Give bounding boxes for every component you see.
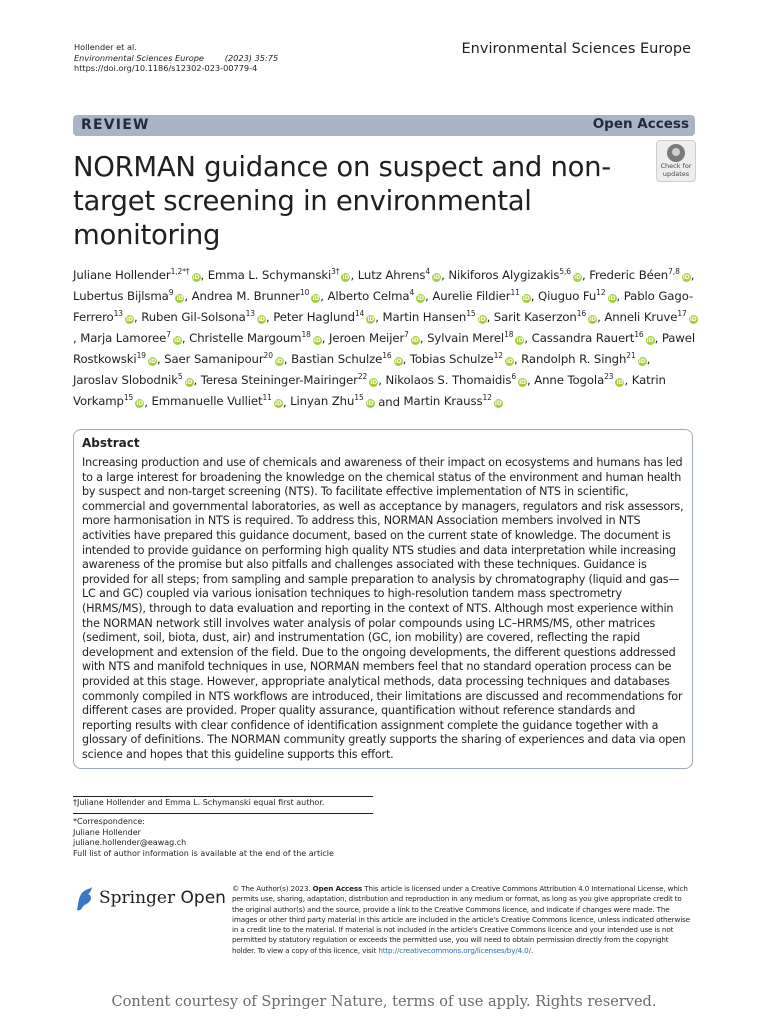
author-line: Hollender et al.	[74, 42, 137, 52]
author-entry	[164, 352, 284, 366]
author-entry	[189, 331, 322, 345]
author-entry	[80, 331, 182, 345]
author-affiliation: 5	[177, 372, 183, 382]
springer-horse-icon	[73, 886, 95, 912]
author-name: Frederic Béen	[589, 267, 669, 282]
author-entry	[290, 394, 375, 408]
author-entry	[201, 373, 378, 387]
author-name: Lubertus Bijlsma	[73, 288, 169, 303]
author-affiliation: 16	[576, 309, 587, 319]
orcid-icon[interactable]: iD	[185, 379, 193, 387]
author-name: Lutz Ahrens	[357, 267, 426, 282]
author-affiliation: 3†	[331, 267, 340, 276]
author-list: Juliane Hollender$^{1,2*\dagger}$iD, Emma L. Schymanski$^{3\dagger}$iD, Lutz Ahrens$^4$iD, Nikiforos Alygizakis$^{5,6}$iD, Frederic Béen$^{7,8}$iD, Lubertus Bijlsma$^9$iD, Andrea M. Brunner$^{10}$iD, Alberto Celma$^4$iD, Aurelie Fildier$^{11}$iD, Qiuguo Fu$^{12}$iD, Pablo Gago-Ferrero$^{13}$iD, Ruben Gil-Solsona$^{13}$iD, Peter Haglund$^{14}$iD, Martin Hansen$^{15}$iD, Sarit Kaserzon$^{16}$iD, Anneli Kruve$^{17}$iD, Marja Lamoree$^7$iD, Christelle Margoum$^{18}$iD, Jeroen Meijer$^7$iD, Sylvain Merel$^{18}$iD, Cassandra Rauert$^{16}$iD, Pawel Rostkowski$^{19}$iD, Saer Samanipour$^{20}$iD, Bastian Schulze$^{16}$iD, Tobias Schulze$^{12}$iD, Randolph R. Singh$^{21}$iD, Jaroslav Slobodnik$^5$iD, Teresa Steininger-Mairinger$^{22}$iD, Nikolaos S. Thomaidis$^6$iD, Anne Togola$^{23}$iD, Katrin Vorkamp$^{15}$iD, Emmanuelle Vulliet$^{11}$iD, Linyan Zhu$^{15}$iD and Martin Krauss$^{12}$iD	[73, 267, 697, 409]
author-name: Tobias Schulze	[409, 352, 494, 367]
orcid-icon[interactable]: iD	[522, 294, 530, 302]
correspondence-email[interactable]: juliane.hollender@eawag.ch	[73, 838, 187, 847]
orcid-icon[interactable]: iD	[394, 358, 402, 366]
author-affiliation: 12	[596, 288, 606, 298]
orcid-icon[interactable]: iD	[126, 316, 133, 324]
copyright-text: © The Author(s) 2023.	[232, 884, 311, 893]
author-entry	[208, 268, 351, 282]
author-entry	[532, 331, 655, 345]
author-affiliation: 9	[168, 288, 174, 298]
author-affiliation: 13	[245, 309, 255, 319]
running-header	[74, 42, 278, 74]
author-affiliation: 16	[634, 330, 644, 340]
author-name: Jaroslav Slobodnik	[73, 373, 178, 388]
author-name: Christelle Margoum	[189, 331, 302, 346]
correspondence-divider	[73, 813, 373, 814]
article-title: NORMAN guidance on suspect and non-target screening in environmental monitoring	[73, 151, 611, 251]
year-volume: (2023) 35:75	[224, 52, 279, 63]
author-name: Katrin Vorkamp	[73, 373, 666, 409]
journal-ref: Environmental Sciences Europe	[74, 52, 204, 63]
author-name: Emmanuelle Vulliet	[151, 394, 263, 409]
author-name: Ruben Gil-Solsona	[141, 310, 246, 325]
author-affiliation: 13	[113, 309, 123, 319]
author-affiliation: 15	[354, 393, 364, 403]
author-affiliation: 7	[404, 330, 409, 340]
journal-name: Environmental Sciences Europe	[461, 41, 691, 57]
author-affiliation: 7	[166, 330, 171, 340]
check-updates-label: Check for updates	[660, 162, 692, 178]
open-wordmark: Open	[180, 888, 226, 908]
article-type-band	[73, 115, 695, 136]
author-name: Sylvain Merel	[427, 331, 505, 346]
author-entry	[73, 289, 184, 303]
abstract-box	[73, 429, 693, 769]
orcid-icon[interactable]: iD	[682, 273, 690, 281]
author-name: Peter Haglund	[273, 310, 355, 325]
orcid-icon[interactable]: iD	[519, 379, 526, 387]
author-entry	[538, 289, 616, 303]
orcid-icon[interactable]: iD	[689, 316, 697, 324]
author-name: Marja Lamoree	[80, 331, 167, 346]
author-affiliation: 20	[263, 351, 273, 361]
author-name: Anneli Kruve	[604, 310, 678, 325]
author-name: Cassandra Rauert	[531, 331, 635, 346]
orcid-icon[interactable]: iD	[370, 379, 378, 387]
orcid-icon[interactable]: iD	[136, 400, 144, 408]
orcid-icon[interactable]: iD	[275, 358, 283, 366]
abstract-text: Increasing production and use of chemicals and awareness of their impact on ecosystems and humans has led to a large interest for broadening the knowledge on the chemical status of the environment and human health by suspect and non-target screening (NTS). To facilitate effective implementation of NTS in scientific, commercial and governmental laboratories, as well as acceptance by managers, regulators and risk assessors, more harmonisation in NTS is required. To address this, NORMAN Association members involved in NTS activities have prepared this guidance document, based on the current state of knowledge. The document is intended to provide guidance on performing high quality NTS studies and data interpretation while increasing awareness of the promise but also pitfalls and challenges associated with these techniques. Guidance is provided for all steps; from sampling and sample preparation to analysis by chromatography (liquid and gas—LC and GC) coupled via various ionisation techniques to high-resolution tandem mass spectrometry (HRMS/MS), through to data evaluation and reporting in the context of NTS. Although most experience within the NORMAN network still involves water analysis of polar compounds using LC–HRMS/MS, other matrices (sediment, soil, biota, dust, air) and instrumentation (GC, ion mobility) are covered, reflecting the rapid development and extension of the field. Due to the ongoing developments, the different questions addressed with NTS and manifold techniques in use, NORMAN members feel that no standard operation process can be provided at this stage. However, appropriate analytical methods, data processing techniques and databases commonly compiled in NTS workflows are introduced, their limitations are discussed and recommendations for different cases are provided. Proper quality assurance, quantification without reference standards and reporting results with clear confidence of identification assignment complete the guidance together with a glossary of definitions. The NORMAN community greatly supports the sharing of experiences and data via open science and hopes that this guideline supports this effort.	[82, 456, 686, 761]
author-affiliation: 4	[425, 267, 431, 276]
author-name: Anne Togola	[534, 373, 605, 388]
license-text: This article is licensed under a Creative Commons Attribution 4.0 International License, which permits use, sharing, adaptation, distribution and reproduction in any medium or format, as long as you give appropriate credit to the original author(s) and the source, provide a link to the Creative Commons licence, and indicate if changes were made. The images or other third party material in this article are included in the article's Creative Commons licence, unless indicated otherwise in a credit line to the material. If material is not included in the article's Creative Commons licence and your intended use is not permitted by statutory regulation or exceeds the permitted use, you will need to obtain permission directly from the copyright holder. To view a copy of this licence, visit	[232, 884, 690, 955]
author-entry	[448, 268, 582, 282]
author-entry	[73, 268, 201, 282]
author-entry	[273, 310, 375, 324]
author-affiliation: 11	[262, 393, 272, 403]
author-name: Nikolaos S. Thomaidis	[385, 373, 512, 388]
orcid-icon[interactable]: iD	[589, 316, 596, 324]
license-end: .	[530, 945, 533, 955]
author-name: Teresa Steininger-Mairinger	[200, 373, 358, 388]
orcid-icon[interactable]: iD	[342, 273, 350, 281]
author-name: Nikiforos Alygizakis	[448, 267, 560, 282]
author-affiliation: 15	[123, 393, 134, 403]
author-entry	[521, 352, 646, 366]
author-entry	[141, 310, 266, 324]
orcid-icon[interactable]: iD	[192, 273, 200, 281]
orcid-icon[interactable]: iD	[411, 337, 419, 345]
author-entry	[151, 394, 282, 408]
author-affiliation: 1,2*†	[170, 267, 190, 276]
author-affiliation: 15	[466, 309, 476, 319]
orcid-icon[interactable]: iD	[274, 400, 282, 408]
author-entry	[192, 289, 321, 303]
orcid-icon[interactable]: iD	[313, 337, 321, 345]
author-name: Martin Krauss	[403, 394, 483, 409]
author-affiliation: 21	[626, 351, 636, 361]
author-entry	[534, 373, 624, 387]
author-entry	[382, 310, 486, 324]
author-affiliation: 6	[511, 372, 516, 382]
author-name: Martin Hansen	[382, 310, 467, 325]
orcid-icon[interactable]: iD	[478, 316, 486, 324]
orcid-icon[interactable]: iD	[506, 358, 513, 366]
author-name: Qiuguo Fu	[538, 288, 597, 303]
correspondence-name: Juliane Hollender	[73, 827, 141, 837]
footnote-divider	[73, 796, 373, 797]
author-name: Pawel Rostkowski	[73, 331, 695, 367]
author-entry	[328, 289, 426, 303]
check-updates-icon	[667, 144, 685, 162]
author-name: Saer Samanipour	[164, 352, 264, 367]
author-affiliation: 17	[677, 309, 687, 319]
license-oa-label: Open Access	[312, 884, 363, 893]
courtesy-footer: Content courtesy of Springer Nature, terms of use apply. Rights reserved.	[111, 994, 657, 1010]
author-entry	[291, 352, 402, 366]
springer-open-logo	[73, 884, 226, 914]
orcid-icon[interactable]: iD	[494, 400, 502, 408]
author-entry	[358, 268, 441, 282]
license-statement	[232, 884, 692, 956]
author-name: Bastian Schulze	[291, 352, 383, 367]
author-name: Emma L. Schymanski	[207, 267, 332, 282]
correspondence-block	[73, 817, 334, 859]
orcid-icon[interactable]: iD	[367, 316, 375, 324]
author-name: Linyan Zhu	[290, 394, 355, 409]
equal-contribution-note: †Juliane Hollender and Emma L. Schymanski equal first author.	[73, 798, 325, 807]
orcid-icon[interactable]: iD	[608, 294, 616, 302]
author-affiliation: 14	[354, 309, 365, 319]
author-entry	[385, 373, 527, 387]
orcid-icon[interactable]: iD	[366, 400, 374, 408]
author-name: Pablo Gago-Ferrero	[73, 288, 694, 325]
author-name: Andrea M. Brunner	[191, 288, 300, 303]
orcid-icon[interactable]: iD	[174, 337, 181, 345]
orcid-icon[interactable]: iD	[149, 358, 156, 366]
author-affiliation: 18	[504, 330, 514, 340]
orcid-icon[interactable]: iD	[516, 337, 524, 345]
author-affiliation: 23	[604, 372, 614, 382]
orcid-icon[interactable]: iD	[417, 294, 425, 302]
author-name: Alberto Celma	[327, 288, 410, 303]
author-name: Randolph R. Singh	[521, 352, 627, 367]
orcid-icon[interactable]: iD	[616, 379, 624, 387]
author-name: Aurelie Fildier	[432, 288, 511, 303]
open-access-label: Open Access	[592, 116, 689, 132]
orcid-icon[interactable]: iD	[258, 316, 265, 324]
orcid-icon[interactable]: iD	[638, 358, 646, 366]
author-entry	[410, 352, 514, 366]
author-affiliation: 19	[136, 351, 146, 361]
orcid-icon[interactable]: iD	[646, 337, 654, 345]
author-affiliation: 12	[493, 351, 503, 361]
author-affiliation: 11	[510, 288, 520, 298]
author-affiliation: 4	[409, 288, 415, 298]
author-affiliation: 22	[357, 372, 368, 382]
author-entry	[432, 289, 530, 303]
author-entry	[604, 310, 697, 324]
author-affiliation: 5,6	[559, 267, 571, 276]
check-for-updates-button[interactable]	[656, 140, 696, 182]
author-entry	[589, 268, 691, 282]
author-name: Sarit Kaserzon	[493, 310, 577, 325]
doi-link[interactable]: https://doi.org/10.1186/s12302-023-00779-4	[74, 63, 258, 73]
author-affiliation: 12	[482, 393, 492, 403]
author-entry	[329, 331, 420, 345]
author-affiliation: 10	[299, 288, 310, 298]
author-entry	[494, 310, 597, 324]
springer-wordmark: Springer	[99, 888, 176, 908]
author-affiliation: 16	[382, 351, 392, 361]
orcid-icon[interactable]: iD	[574, 273, 581, 281]
author-name: Juliane Hollender	[73, 267, 171, 282]
license-link[interactable]: http://creativecommons.org/licenses/by/4.0/	[378, 945, 531, 955]
orcid-icon[interactable]: iD	[176, 294, 184, 302]
author-affiliation: 7,8	[668, 267, 680, 276]
author-entry	[404, 394, 503, 408]
correspondence-label: *Correspondence:	[73, 817, 145, 826]
author-affiliation: 18	[301, 330, 311, 340]
orcid-icon[interactable]: iD	[433, 273, 440, 281]
author-name: Jeroen Meijer	[329, 331, 405, 346]
author-info-note: Full list of author information is available at the end of the article	[73, 848, 334, 858]
article-type: REVIEW	[81, 117, 150, 133]
author-entry	[73, 373, 194, 387]
abstract-heading: Abstract	[82, 436, 140, 450]
orcid-icon[interactable]: iD	[312, 294, 320, 302]
author-entry	[427, 331, 524, 345]
